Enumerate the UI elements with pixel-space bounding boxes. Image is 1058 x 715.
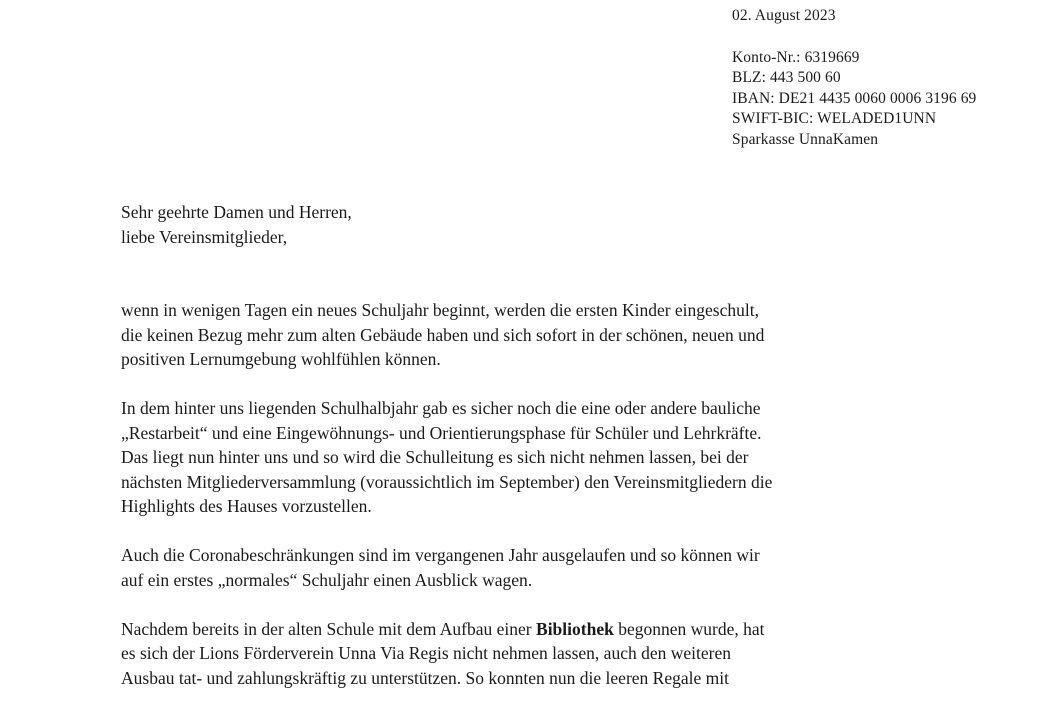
letter-body (121, 298, 931, 715)
account-number: Konto-Nr.: 6319669 (732, 48, 860, 66)
letter-date: 02. August 2023 (732, 7, 836, 24)
paragraph-line: „Restarbeit“ und eine Eingewöhnungs- und Orientierungsphase für Schüler und Lehrkräfte. (121, 422, 762, 443)
paragraph-line: Ausbau tat- und zahlungskräftig zu unterstützen. So konnten nun die leeren Regale mit (121, 667, 729, 688)
bank-name: Sparkasse UnnaKamen (732, 130, 879, 148)
paragraph-line (121, 617, 931, 642)
text-run: Nachdem bereits in der alten Schule mit dem Aufbau einer (121, 618, 537, 639)
paragraph-line: auf ein erstes „normales“ Schuljahr einen Ausblick wagen. (121, 569, 533, 590)
paragraph-line: Highlights des Hauses vorzustellen. (121, 496, 372, 516)
salutation (121, 200, 352, 250)
paragraph-line: Das liegt nun hinter uns und so wird die Schulleitung es sich nicht nehmen lassen, bei der (121, 447, 749, 467)
paragraph-2 (121, 396, 931, 519)
paragraph-line: die keinen Bezug mehr zum alten Gebäude haben und sich sofort in der schönen, neuen und (121, 324, 765, 345)
letter-header (732, 6, 976, 150)
bold-term-bibliothek: Bibliothek (536, 618, 614, 639)
salutation-line-2: liebe Vereinsmitglieder, (121, 227, 288, 247)
paragraph-line: nächsten Mitgliederversammlung (voraussichtlich im September) den Vereinsmitgliedern die (121, 471, 773, 492)
paragraph-line: wenn in wenigen Tagen ein neues Schuljahr beginnt, werden die ersten Kinder eingeschult, (121, 300, 759, 320)
bank-code: BLZ: 443 500 60 (732, 69, 841, 86)
paragraph-4 (121, 617, 931, 691)
paragraph-line: positiven Lernumgebung wohlfühlen können. (121, 349, 441, 369)
swift-bic: SWIFT-BIC: WELADED1UNN (732, 110, 937, 127)
paragraph-line: In dem hinter uns liegenden Schulhalbjahr gab es sicher noch die eine oder andere bauliche (121, 398, 761, 418)
iban: IBAN: DE21 4435 0060 0006 3196 69 (732, 89, 977, 107)
paragraph-3 (121, 543, 931, 592)
paragraph-line: Auch die Coronabeschränkungen sind im vergangenen Jahr ausgelaufen und so können wir (121, 545, 760, 565)
paragraph-line: es sich der Lions Förderverein Unna Via Regis nicht nehmen lassen, auch den weiteren (121, 643, 731, 663)
salutation-line-1: Sehr geehrte Damen und Herren, (121, 202, 352, 222)
text-run: begonnen wurde, hat (613, 618, 765, 639)
paragraph-1 (121, 298, 931, 372)
